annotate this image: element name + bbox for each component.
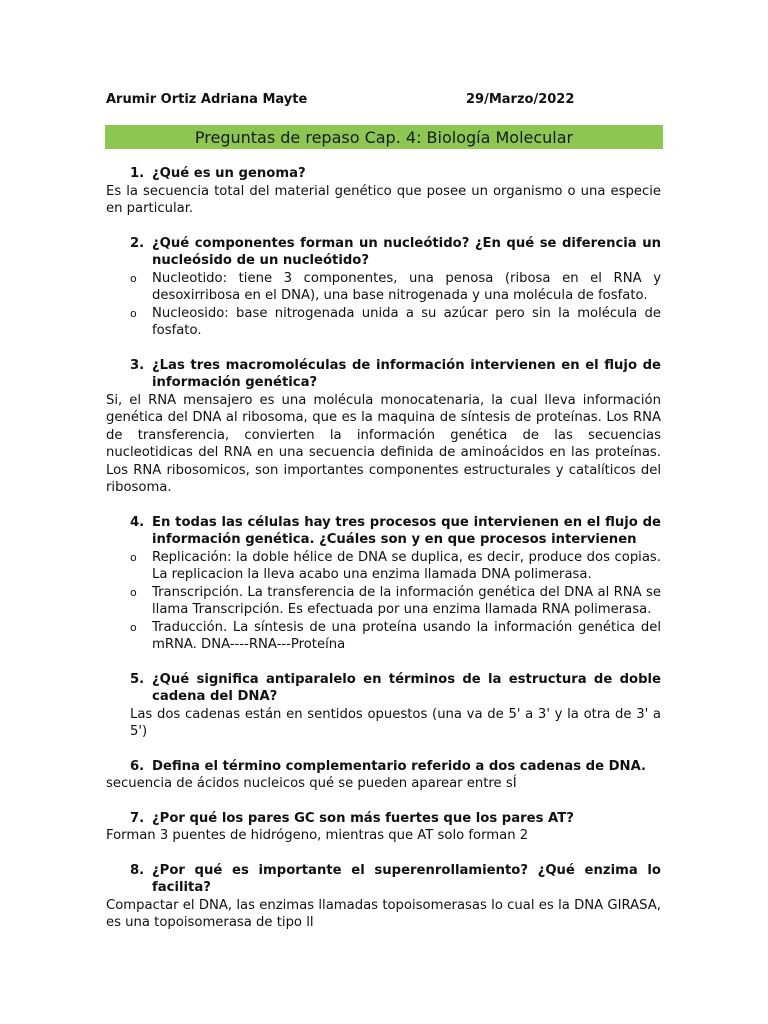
question-heading: 7. ¿Por qué los pares GC son más fuertes que los pares AT? — [130, 810, 574, 826]
document-date: 29/Marzo/2022 — [466, 92, 575, 107]
question-heading: 8. ¿Por qué es importante el superenrollamiento? ¿Qué enzima lo facilita? — [130, 862, 661, 895]
question-block — [106, 514, 661, 654]
question-heading: 5. ¿Qué significa antiparalelo en términos de la estructura de doble cadena del DNA? — [130, 671, 661, 704]
author-name: Arumir Ortiz Adriana Mayte — [106, 92, 308, 107]
question-heading: 4. En todas las células hay tres procesos que intervienen en el flujo de información genética. ¿Cuáles son y en que procesos intervienen — [130, 514, 661, 547]
question-block — [106, 165, 661, 218]
answer-bullet: o Transcripción. La transferencia de la información genética del DNA al RNA se llama Transcripción. Es efectuada por una enzima llamada RNA polimerasa. — [106, 584, 661, 619]
question-block — [106, 810, 661, 845]
question-block — [106, 235, 661, 340]
answer-bullet: o Nucleosido: base nitrogenada unida a su azúcar pero sin la molécula de fosfato. — [106, 305, 661, 340]
answer-text: secuencia de ácidos nucleicos qué se pueden aparear entre sÍ — [106, 776, 517, 791]
question-block — [106, 862, 661, 932]
question-heading: 2. ¿Qué componentes forman un nucleótido? ¿En qué se diferencia un nucleósido de un nucleótido? — [130, 235, 661, 268]
question-block — [106, 758, 661, 793]
question-block — [106, 357, 661, 497]
question-heading: 6. Defina el término complementario referido a dos cadenas de DNA. — [130, 758, 647, 774]
question-heading: 1. ¿Qué es un genoma? — [130, 166, 306, 181]
question-heading: 3. ¿Las tres macromoléculas de información intervienen en el flujo de información genética? — [130, 357, 661, 390]
answer-text: Si, el RNA mensajero es una molécula monocatenaria, la cual lleva información genética del DNA al ribosoma, que es la maquina de síntesis de proteínas. Los RNA de transferencia, convierten la información genética de las secuencias nucleotidicas del RNA en una secuencia definida de aminoácidos en las proteínas. Los RNA ribosomicos, son importantes componentes estructurales y catalíticos del ribosoma. — [106, 392, 661, 495]
answer-bullet: o Replicación: la doble hélice de DNA se duplica, es decir, produce dos copias. La replicacion la lleva acabo una enzima llamada DNA polimerasa. — [106, 549, 661, 584]
answer-text: Las dos cadenas están en sentidos opuestos (una va de 5' a 3' y la otra de 3' a 5') — [130, 706, 661, 739]
answer-bullet: o Nucleotido: tiene 3 componentes, una penosa (ribosa en el RNA y desoxirribosa en el DNA), una base nitrogenada y una molécula de fosfato. — [106, 270, 661, 305]
answer-text: Forman 3 puentes de hidrógeno, mientras que AT solo forman 2 — [106, 828, 529, 843]
answer-bullet-list — [106, 270, 661, 340]
answer-text: Es la secuencia total del material genético que posee un organismo o una especie en particular. — [106, 183, 661, 216]
answer-bullet-list — [106, 549, 661, 654]
answer-text: Compactar el DNA, las enzimas llamadas topoisomerasas lo cual es la DNA GIRASA, es una topoisomerasa de tipo ll — [106, 897, 661, 930]
title-banner: Preguntas de repaso Cap. 4: Biología Molecular — [105, 125, 663, 149]
answer-bullet: o Traducción. La síntesis de una proteína usando la información genética del mRNA. DNA----RNA---Proteína — [106, 619, 661, 654]
question-block — [106, 671, 661, 741]
questions-content — [106, 165, 661, 949]
